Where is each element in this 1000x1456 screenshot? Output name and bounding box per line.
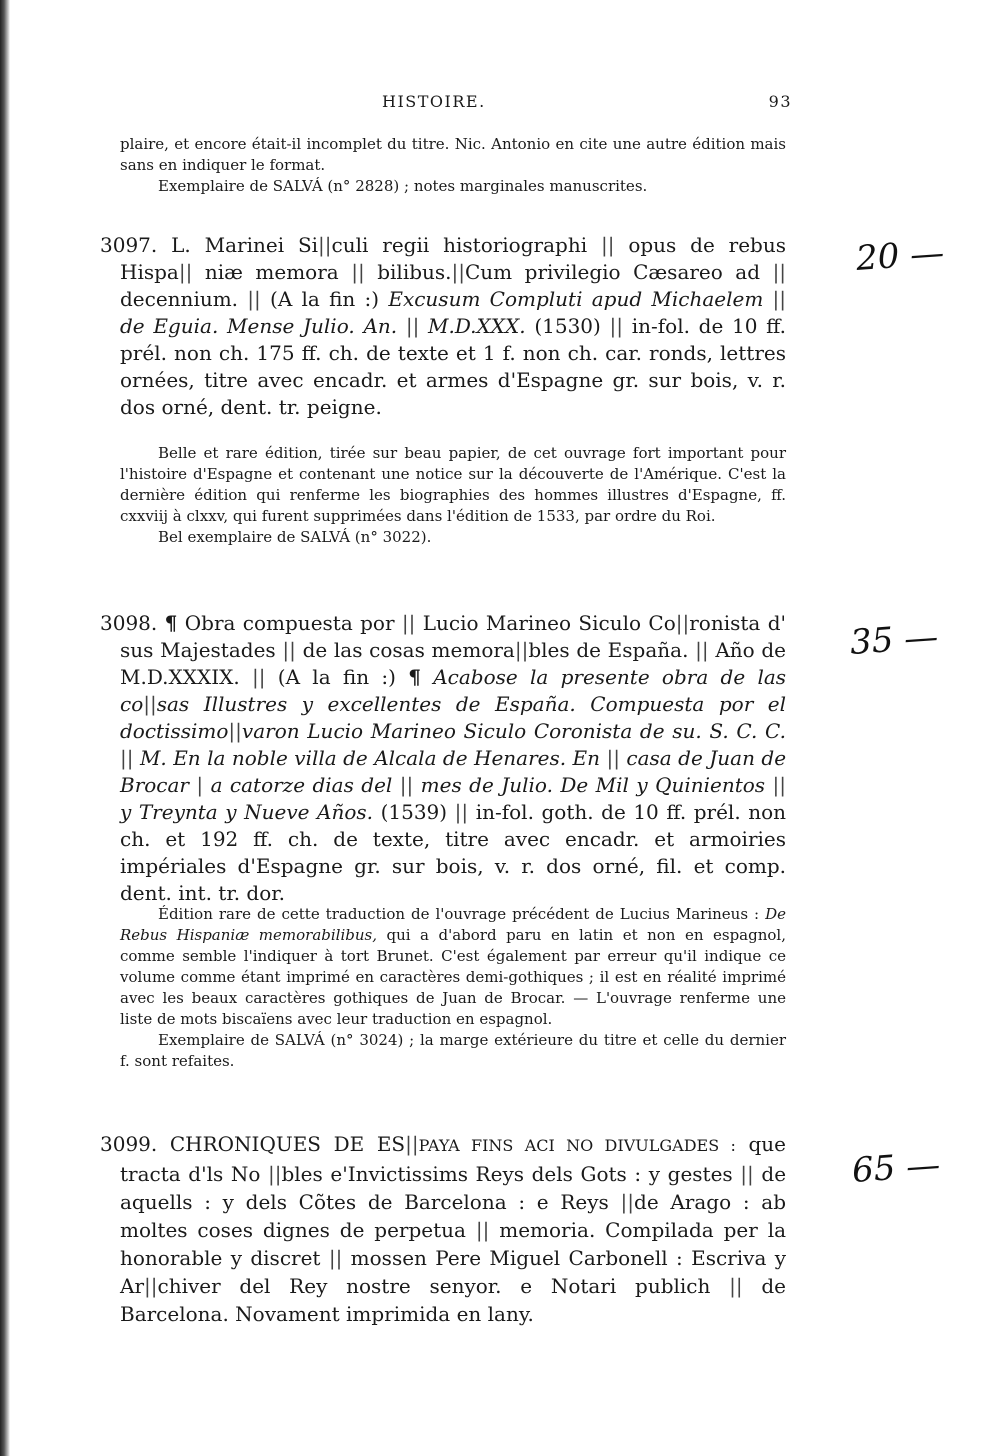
continuation-line-2: Exemplaire de SALVÁ (n° 2828) ; notes marginales manuscrites. [158,177,648,195]
entry-3099 [100,1130,787,1328]
entry-number: 3099. [100,1132,158,1156]
continuation-line-1: plaire, et encore était-il incomplet du titre. Nic. Antonio en cite une autre édition mais sans en indiquer le format. [120,135,786,174]
continuation-note [120,134,786,197]
margin-price-3097: 20 — [854,232,946,280]
pilcrow-icon: ¶ [164,611,178,635]
page-edge [0,0,10,1456]
entry-3098-notes [120,904,786,1072]
entry-3097-notes [120,443,786,548]
entry-3099-body: 3099. CHRONIQUES DE ES||PAYA FINS ACI NO DIVULGADES : que tracta d'ls No ||bles e'Invictissims Reys dels Gots : y gestes || de aquells : y dels Cõtes de Barcelona : e Reys ||de Arago : ab moltes coses dignes de perpetua || memoria. Compilada per la honorable y discret || mossen Pere Miguel Carbonell : Escriva y Ar||chiver del Rey nostre senyor. e Notari publich || de Barcelona. Novament imprimida en lany. [100,1132,787,1326]
entry-number: 3097. [100,233,158,257]
pilcrow-icon: ¶ [408,665,421,689]
page-number: 93 [768,92,792,111]
entry-number: 3098. [100,611,158,635]
entry-3097 [100,232,787,421]
entry-3097-body: 3097. L. Marinei Si||culi regii historiographi || opus de rebus Hispa|| niæ memora || bilibus.||Cum privilegio Cæsareo ad || decennium. || (A la fin :) Excusum Compluti apud Michaelem || de Eguia. Mense Julio. An. || M.D.XXX. (1530) || in-fol. de 10 ff. prél. non ch. 175 ff. ch. de texte et 1 f. non ch. car. ronds, lettres ornées, titre avec encadr. et armes d'Espagne gr. sur bois, v. r. dos orné, dent. tr. peigne. [100,233,787,419]
entry-3098-note-2: Exemplaire de SALVÁ (n° 3024) ; la marge extérieure du titre et celle du dernier f. sont refaites. [120,1031,786,1070]
entry-3097-note-1: Belle et rare édition, tirée sur beau papier, de cet ouvrage fort important pour l'histoire d'Espagne et contenant une notice sur la découverte de l'Amérique. C'est la dernière édition qui renferme les biographies des hommes illustres d'Espagne, ff. cxxviij à clxxv, qui furent supprimées dans l'édition de 1533, par ordre du Roi. [120,444,786,525]
margin-price-3098: 35 — [848,616,940,664]
margin-price-3099: 65 — [850,1144,942,1192]
running-title: HISTOIRE. [382,92,486,111]
entry-3097-note-2: Bel exemplaire de SALVÁ (n° 3022). [158,528,432,546]
entry-3098-body: 3098. ¶ Obra compuesta por || Lucio Marineo Siculo Co||ronista d' sus Majestades || de las cosas memora||bles de España. || Año de M.D.XXXIX. || (A la fin :) ¶ Acabose la presente obra de las co||sas Illustres y excellentes de España. Compuesta por el doctissimo||varon Lucio Marineo Siculo Coronista de su. S. C. C. || M. En la noble villa de Alcala de Henares. En || casa de Juan de Brocar | a catorze dias del || mes de Julio. De Mil y Quinientos || y Treynta y Nueve Años. (1539) || in-fol. goth. de 10 ff. prél. non ch. et 192 ff. ch. de texte, titre avec encadr. et armoiries impériales d'Espagne gr. sur bois, v. r. dos orné, fil. et comp. dent. int. tr. dor. [100,611,787,905]
entry-3098-note-1: Édition rare de cette traduction de l'ouvrage précédent de Lucius Marineus : De Rebus Hispaniæ memorabilibus, qui a d'abord paru en latin et non en espagnol, comme semble l'indiquer à tort Brunet. C'est également par erreur qu'il indique ce volume comme étant imprimé en caractères demi-gothiques ; il est en réalité imprimé avec les beaux caractères gothiques de Juan de Brocar. — L'ouvrage renferme une liste de mots biscaïens avec leur traduction en espagnol. [120,905,786,1028]
entry-3098 [100,610,787,907]
